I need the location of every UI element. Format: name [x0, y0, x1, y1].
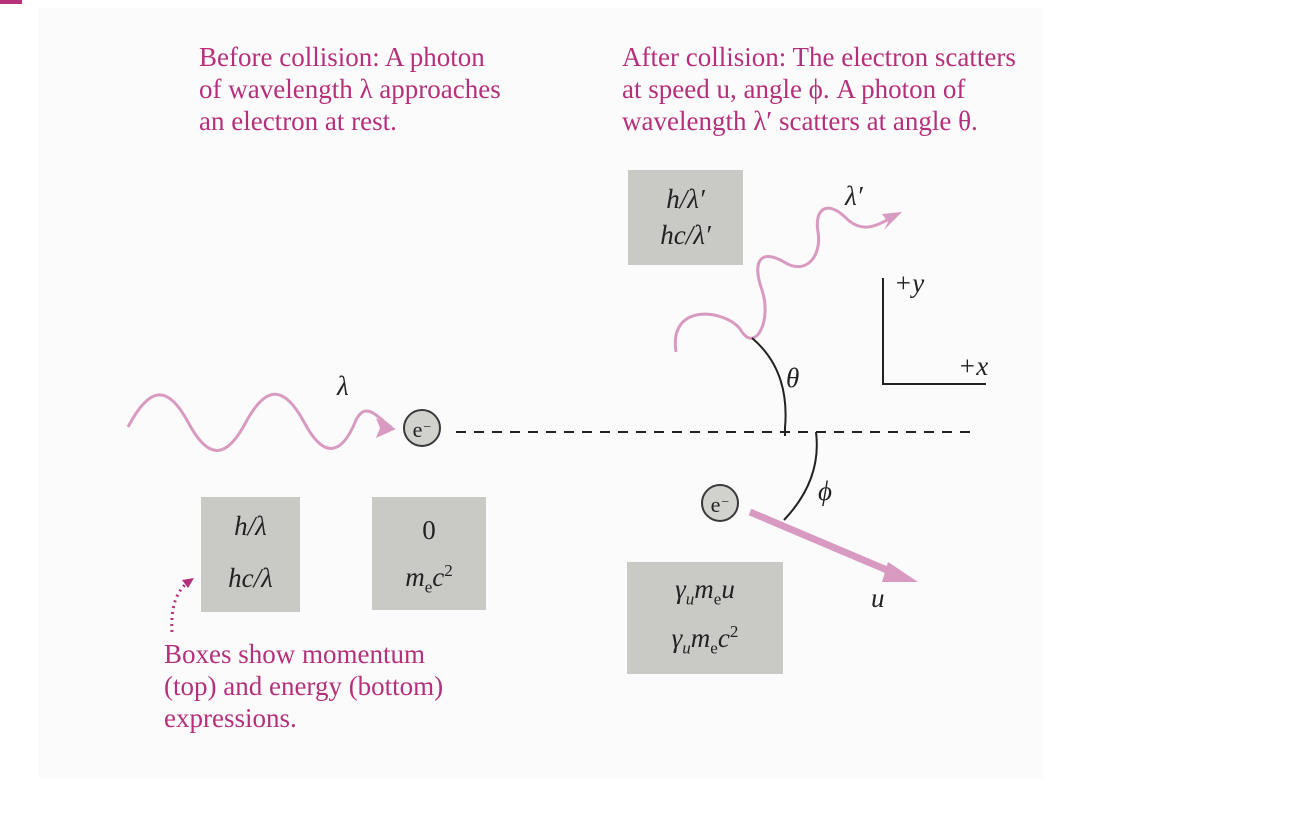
caption-after-line-1: After collision: The electron scatters [622, 42, 1016, 72]
label-theta: θ [786, 363, 800, 393]
box-electron-rest-momentum-value: 0 [422, 515, 436, 545]
box-electron-rest-energy-exp: 2 [444, 561, 453, 580]
box-scattered-electron-momentum-m: m [694, 574, 714, 604]
box-scattered-electron-momentum-gamma: γ [675, 574, 686, 604]
phi-angle-arc [784, 432, 817, 520]
box-scattered-electron-momentum-gamma-sub: u [685, 589, 695, 609]
incident-photon-wave [128, 394, 392, 450]
electron-symbol: e [412, 417, 423, 442]
electron-at-rest [403, 409, 441, 447]
label-axis-y: +y [894, 268, 925, 298]
caption-after-line-2: at speed u, angle ϕ. A photon of [622, 74, 966, 104]
caption-before-line-1: Before collision: A photon [199, 42, 485, 72]
caption-note-line-1: Boxes show momentum [164, 639, 425, 669]
box-scattered-electron-momentum-u: u [721, 574, 735, 604]
label-phi: ϕ [818, 476, 832, 506]
caption-after-line-3: wavelength λ′ scatters at angle θ. [622, 106, 978, 136]
box-scattered-electron-momentum-m-sub: e [713, 589, 722, 609]
label-lambda: λ [337, 371, 349, 401]
box-incident-photon-momentum: h/λ [234, 511, 267, 541]
box-scattered-photon [628, 170, 743, 265]
box-scattered-electron-energy-c: c [717, 623, 730, 653]
box-electron-rest-energy [372, 561, 486, 597]
box-scattered-electron-energy-gamma: γ [671, 623, 683, 653]
note-dotted-arrow [172, 584, 186, 632]
box-scattered-electron-energy-m: m [690, 623, 711, 653]
box-scattered-electron [627, 562, 783, 674]
box-scattered-photon-momentum: h/λ′ [666, 184, 705, 214]
incident-photon-arrowhead [376, 418, 396, 438]
box-electron-rest [372, 497, 486, 610]
theta-angle-arc [752, 338, 786, 428]
electron-velocity-arrowhead [882, 562, 918, 582]
caption-before-line-2: of wavelength λ approaches [199, 74, 501, 104]
label-axis-x: +x [958, 351, 989, 381]
electron-charge: − [423, 420, 432, 435]
box-electron-rest-energy-sub: e [424, 577, 433, 597]
box-scattered-photon-energy: hc/λ′ [660, 220, 711, 250]
box-scattered-electron-momentum [627, 574, 783, 609]
box-electron-rest-energy-c: c [432, 562, 445, 592]
box-incident-photon [201, 497, 300, 612]
caption-note-line-2: (top) and energy (bottom) [164, 671, 444, 701]
box-incident-photon-energy: hc/λ [228, 563, 273, 593]
caption-before-line-3: an electron at rest. [199, 106, 397, 136]
box-scattered-electron-energy-gamma-sub: u [682, 638, 691, 658]
label-lambda-prime: λ′ [845, 181, 863, 211]
electron-scattered [701, 484, 739, 522]
label-speed-u: u [871, 583, 885, 613]
electron-scattered-charge: − [721, 495, 730, 510]
box-electron-rest-momentum [372, 515, 486, 546]
box-scattered-electron-energy-m-sub: e [710, 638, 718, 658]
electron-scattered-symbol: e [710, 492, 721, 517]
caption-note-line-3: expressions. [164, 703, 297, 733]
box-electron-rest-energy-m: m [405, 562, 425, 592]
box-scattered-electron-energy-exp: 2 [729, 622, 739, 641]
box-scattered-electron-energy [627, 622, 783, 658]
